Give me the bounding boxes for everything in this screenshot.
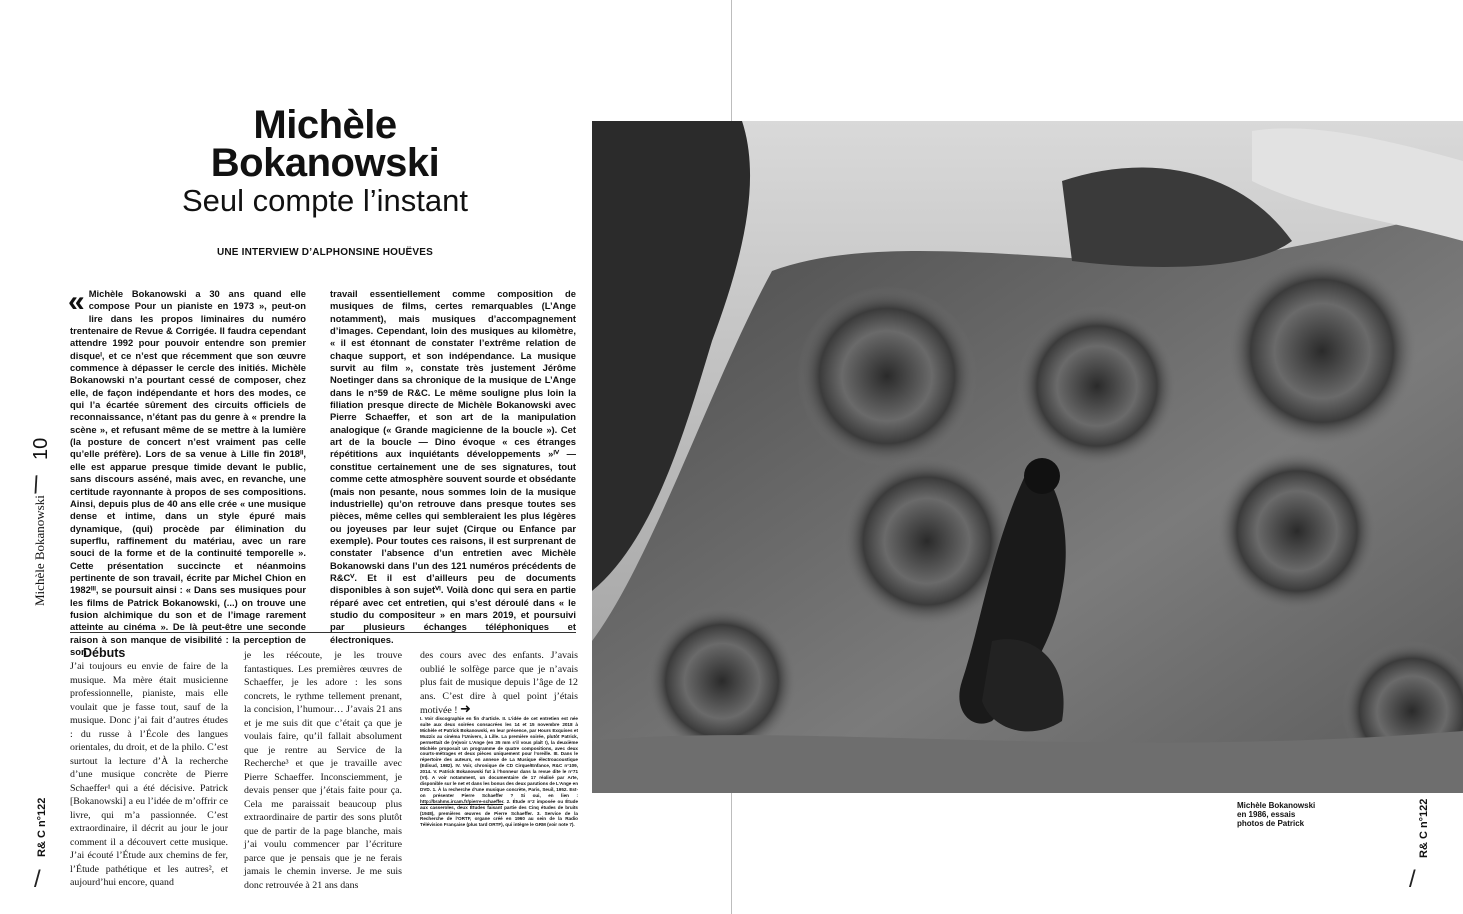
photo-illustration — [592, 121, 1463, 793]
intro-column-1 — [68, 285, 306, 658]
body-column-2: je les réécoute, je les trouve fantastiques. Les premières œuvres de Schaeffer, je les adore : les sons concrets, le rythme tellement prenant, la concision, l’humour… J’avais 21 ans et je me suis dit que c’était ça que je voulais faire, qu’il fallait absolument que je rentre au Service de la Recherche³ et que je travaille avec Pierre Schaeffer. Inconsciemment, je devais penser que j’étais faite pour ça. Cela me paraissait beaucoup plus extraordinaire de partir des sons plutôt que de partir de la page blanche, mais j’ai voulu commencer par l’écriture parce que je pensais que je ne ferais jamais le chemin inverse. Je me suis donc retrouvée à 21 ans dans — [244, 650, 402, 891]
running-head: Michèle Bokanowski — [32, 495, 47, 606]
byline: UNE INTERVIEW D’ALPHONSINE HOUËVES — [216, 247, 434, 258]
page-folio: 10 — [30, 437, 52, 460]
right-issue-number: R& C n°122 — [1418, 798, 1430, 858]
section-heading: Débuts — [83, 646, 126, 660]
footnotes-text-a: I. Voir discographie en fin d’article. II. L’idée de cet entretien est née suite aux deux soirées consacrées les 14 et 15 novembre 2018 à Michèle et Patrick Bokanowski, en leur présence, par Hours Exquises et Muzzix au cinéma l’Univers, à Lille. La première soirée, plutôt Patrick, permettait de (re)voir L’Ange (en 35 mm s’il vous plaît !), la deuxième Michèle proposait un programme de quatre compositions, avec deux courts-métrages et deux pièces uniquement pour l’oreille. III. Dans le répertoire des auteurs, en annexe de La Musique électroacoustique (Edisud, 1982). IV. Voir, chronique de CD Cirque/Enfance, R&C n°109, 2014. V. Patrick Bokanowski fut à l’honneur dans la revue dite le n°71 (VI). A voir notamment, un documentaire de 17 réalisé par Arte, disponible sur le net et dans les bonus des deux parutions de L’Ange en DVD. 1. À la recherche d’une musique concrète, Paris, Seuil, 1952. Est-on présenter Pierre Schaeffer ? Si oui, en lien : — [420, 716, 579, 798]
photo-caption — [1237, 801, 1315, 829]
article-title — [170, 103, 480, 218]
body-column-1: J’ai toujours eu envie de faire de la musique. Ma mère était musicienne professionnelle, pianiste, mais elle voulait que je fasse tout, sauf de la musique. Donc j’ai fait d’autres études : du russe à l’École des langues orientales, du droit, et de la philo. C’est surtout la lecture d’À la recherche d’une musique concrète de Pierre Schaeffer¹ qui a été décisive. Patrick [Bokanowski] a eu l’idée de m’offrir ce livre, qui m’a passionnée. C’est extraordinaire, il décrit au jour le jour comment il a découvert cette musique. J’ai écouté l’Étude aux chemins de fer, l’Étude pathétique et les autres², et aujourd’hui encore, quand — [70, 661, 228, 888]
footnotes-text-b: . 2. Étude n°2 imposée ou Étude aux casseroles, deux Études faisant partie des Cinq études de bruits (1948), premières œuvres de Pierre Schaeffer. 3. Service de la Recherche de l’ORTF, organe créé en 1960 au sein de la Radio Télévision Française (plus tard ORTF), qui intègre le GRM (voir note 7). — [420, 798, 578, 828]
intro-column-2: travail essentiellement comme composition de musiques de films, certes remarquables (L’Ange notamment), mais musiques d’accompagnement d’images. Cependant, loin des musiques au kilomètre, « il est étonnant de constater l’extrême relation de chaque support, et son indépendance. La musique survit au film », constate très justement Jérôme Noetinger dans sa chronique de la musique de L’Ange dans le n°59 de R&C. Le même souligne plus loin la filiation presque directe de Michèle Bokanowski avec Pierre Schaeffer, et son art de la manipulation analogique (« Grande magicienne de la boucle »). Cet art de la boucle — Dino évoque « ces étranges répétitions aux inquiétants développements »ᴵⱽ — constitue certainement une de ses signatures, tout comme cette atmosphère souvent sourde et obsédante (mais non pesante, nous sommes loin de la musique industrielle) qu’on retrouve dans presque toutes ses pièces, même celles qui sembleraient les plus légères ou joyeuses par leur sujet (Cirque ou Enfance par exemple). Pour toutes ces raisons, il est surprenant de constater l’absence d’un entretien avec Michèle Bokanowski dans l’un des 121 numéros précédents de R&Cⱽ. Et il est d’ailleurs peu de documents disponibles à son sujetⱽᴵ. Voilà donc qui sera en partie réparé avec cet entretien, qui s’est déroulé dans « le studio du compositeur » en mars 2019, et poursuivi par plusieurs échanges téléphoniques et électroniques. — [330, 288, 576, 645]
continue-arrow-icon: ➜ — [460, 702, 471, 717]
caption-line-2: en 1986, essais — [1237, 810, 1296, 820]
body-text-3: des cours avec des enfants. J’avais oublié le solfège parce que je n’avais plus fait de musique depuis l’âge de 12 ans. C’est dire à quel point j’étais motivée ! — [420, 650, 578, 716]
opening-quote-mark: « — [68, 285, 85, 318]
margin-slash-bottom: / — [34, 866, 41, 893]
margin-slash-top: / — [30, 471, 43, 500]
intro-text-1: Michèle Bokanowski a 30 ans quand elle compose Pour un pianiste en 1973 », peut-on lire dans les propos liminaires du numéro trentenaire de Revue & Corrigée. Il faudra cependant attendre 1992 pour pouvoir entendre son premier disqueᴵ, et ce n’est que récemment que son œuvre commence à dépasser le cercle des initiés. Michèle Bokanowski n’a pourtant cessé de composer, chez elle, de façon indépendante et hors des modes, ce qui l’a écartée sûrement des circuits officiels de reconnaissance, n’étant pas du genre à « prendre la scène », et refusant même de se mettre à la lumière (la posture de concert n’est vraiment pas celle qu’elle préfère). Lors de sa venue à Lille fin 2018ᴵᴵ, elle est apparue presque timide devant le public, sans discours asséné, mais avec, en revanche, une certitude rayonnante à propos de ses compositions. Ainsi, depuis plus de 40 ans elle crée « une musique dense et intime, dans un style épuré mais dynamique, (qui) procède par élimination du superflu, raffinement du matériau, avec un rare souci de la forme et de la continuité temporelle ». Cette présentation succincte et néanmoins pertinente de son travail, écrite par Michel Chion en 1982ᴵᴵᴵ, se poursuit ainsi : « Dans ses musiques pour les films de Patrick Bokanowski, (...) on trouve une fusion alchimique du son et de l’image rarement atteinte au cinéma ». De là peut-être une seconde raison à son manque de visibilité : la perception de son — [70, 288, 306, 657]
body-column-3 — [420, 649, 578, 718]
caption-line-3: photos de Patrick — [1237, 819, 1305, 829]
right-margin-slash: / — [1409, 866, 1416, 893]
footnotes — [420, 716, 578, 828]
title-last-name: Bokanowski — [210, 141, 440, 185]
caption-line-1: Michèle Bokanowski — [1237, 801, 1316, 810]
issue-number: R& C n°122 — [36, 797, 48, 857]
article-subtitle: Seul compte l’instant — [181, 183, 469, 218]
film-still-photo — [592, 121, 1463, 793]
section-divider — [70, 632, 576, 633]
footnote-link[interactable]: http://brahms.ircam.fr/pierre-schaeffer — [420, 798, 504, 804]
title-first-name: Michèle — [253, 103, 397, 147]
